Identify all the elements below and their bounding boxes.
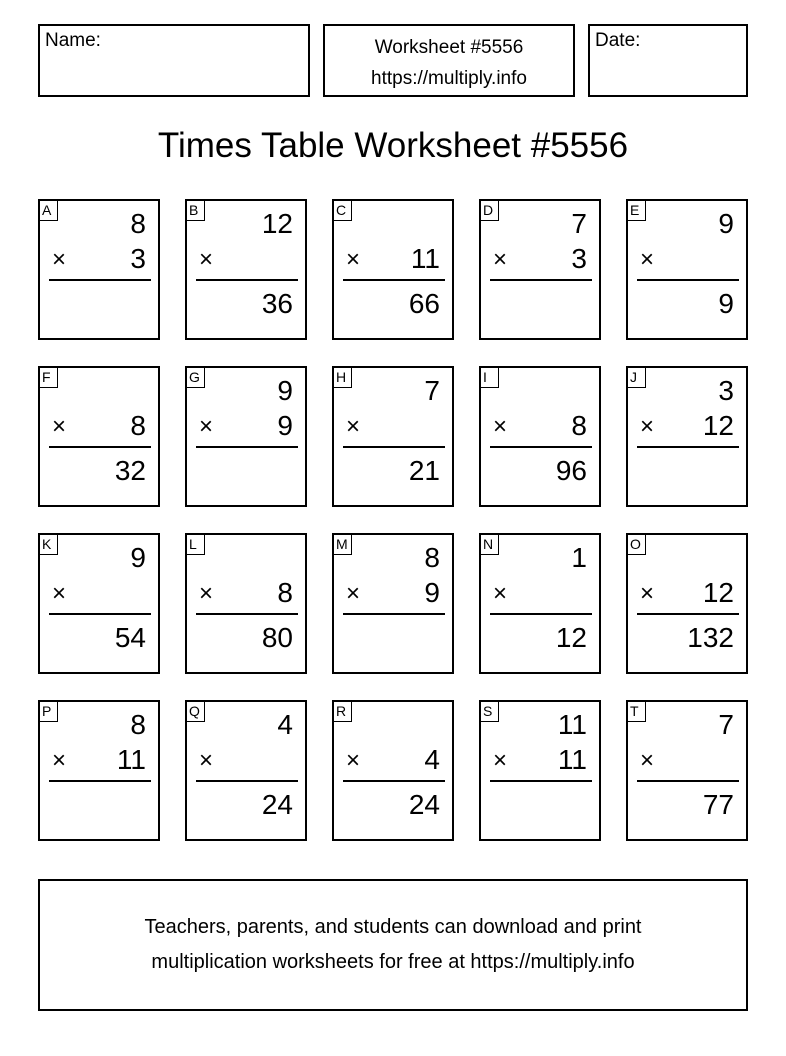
times-symbol: × [199,413,214,440]
problem-letter: P [38,700,58,722]
problem-card [185,533,307,674]
times-symbol: × [199,580,214,607]
times-symbol: × [640,413,655,440]
answer-rule [49,780,151,782]
answer-rule [637,613,739,615]
problem-letter: G [185,366,205,388]
times-symbol: × [493,246,508,273]
top-number: 4 [277,709,293,740]
worksheet-number: Worksheet #5556 [374,37,524,58]
problem-card [479,533,601,674]
answer-rule [637,446,739,448]
answer-rule [343,613,445,615]
problem-card [38,199,160,340]
answer-rule [343,279,445,281]
problem-letter: M [332,533,352,555]
problem-letter: Q [185,700,205,722]
answer-rule [343,780,445,782]
answer-value: 66 [408,288,440,319]
answer-rule [490,780,592,782]
bottom-number: 8 [130,410,146,441]
bottom-number: 8 [277,577,293,608]
answer-rule [490,446,592,448]
answer-value: 96 [555,455,587,486]
problem-letter: F [38,366,58,388]
answer-rule [196,780,298,782]
answer-value: 24 [261,789,293,820]
problem-letter: C [332,199,352,221]
times-symbol: × [640,747,655,774]
top-number: 3 [718,375,734,406]
problem-letter: K [38,533,58,555]
answer-value: 9 [718,288,734,319]
answer-rule [637,279,739,281]
problem-card [626,533,748,674]
problem-card [185,700,307,841]
times-symbol: × [52,413,67,440]
answer-value: 80 [261,622,293,653]
bottom-number: 12 [702,410,734,441]
answer-rule [637,780,739,782]
times-symbol: × [52,747,67,774]
worksheet-url: https://multiply.info [371,68,527,89]
problem-card [38,700,160,841]
top-number: 1 [571,542,587,573]
top-number: 7 [571,208,587,239]
times-symbol: × [493,413,508,440]
bottom-number: 9 [424,577,440,608]
times-symbol: × [493,747,508,774]
answer-rule [49,279,151,281]
answer-rule [490,613,592,615]
problem-card [626,700,748,841]
name-label: Name: [45,30,101,51]
problem-card [332,199,454,340]
top-number: 11 [557,709,587,740]
top-number: 9 [277,375,293,406]
times-symbol: × [52,580,67,607]
times-symbol: × [640,246,655,273]
problem-card [185,199,307,340]
footer-box [38,879,748,1011]
top-number: 9 [130,542,146,573]
footer-line-2: multiplication worksheets for free at https://multiply.info [151,951,635,973]
problem-letter: I [479,366,499,388]
answer-value: 32 [114,455,146,486]
answer-rule [490,279,592,281]
footer-line-1: Teachers, parents, and students can download and print [144,916,642,938]
times-symbol: × [199,246,214,273]
top-number: 9 [718,208,734,239]
top-number: 8 [130,709,146,740]
problem-card [38,533,160,674]
problem-card [38,366,160,507]
times-symbol: × [346,747,361,774]
times-symbol: × [199,747,214,774]
problem-letter: R [332,700,352,722]
top-number: 8 [130,208,146,239]
answer-value: 77 [702,789,734,820]
problem-card [479,199,601,340]
answer-value: 36 [261,288,293,319]
bottom-number: 11 [557,744,587,775]
bottom-number: 11 [116,744,146,775]
times-symbol: × [52,246,67,273]
answer-rule [49,446,151,448]
problem-letter: L [185,533,205,555]
top-number: 7 [718,709,734,740]
answer-rule [343,446,445,448]
bottom-number: 9 [277,410,293,441]
problem-card [479,700,601,841]
problem-letter: N [479,533,499,555]
top-number: 8 [424,542,440,573]
top-number: 7 [424,375,440,406]
bottom-number: 11 [410,243,440,274]
answer-rule [196,279,298,281]
problem-letter: H [332,366,352,388]
times-symbol: × [493,580,508,607]
answer-value: 54 [114,622,146,653]
bottom-number: 4 [424,744,440,775]
problem-letter: D [479,199,499,221]
top-number: 12 [261,208,293,239]
bottom-number: 3 [130,243,146,274]
answer-rule [49,613,151,615]
problem-letter: S [479,700,499,722]
answer-value: 12 [555,622,587,653]
answer-value: 24 [408,789,440,820]
problem-letter: A [38,199,58,221]
times-symbol: × [346,580,361,607]
problem-card [479,366,601,507]
problem-letter: T [626,700,646,722]
problem-card [626,366,748,507]
answer-value: 21 [408,455,440,486]
answer-value: 132 [687,622,734,653]
answer-rule [196,446,298,448]
times-symbol: × [346,246,361,273]
problem-card [332,533,454,674]
answer-rule [196,613,298,615]
problem-card [626,199,748,340]
page-title: Times Table Worksheet #5556 [157,126,629,165]
problem-card [332,700,454,841]
date-label: Date: [595,30,641,51]
times-symbol: × [640,580,655,607]
bottom-number: 3 [571,243,587,274]
bottom-number: 12 [702,577,734,608]
problem-card [185,366,307,507]
problem-card [332,366,454,507]
bottom-number: 8 [571,410,587,441]
problem-letter: O [626,533,646,555]
times-symbol: × [346,413,361,440]
problem-letter: J [626,366,646,388]
problem-letter: B [185,199,205,221]
problem-letter: E [626,199,646,221]
